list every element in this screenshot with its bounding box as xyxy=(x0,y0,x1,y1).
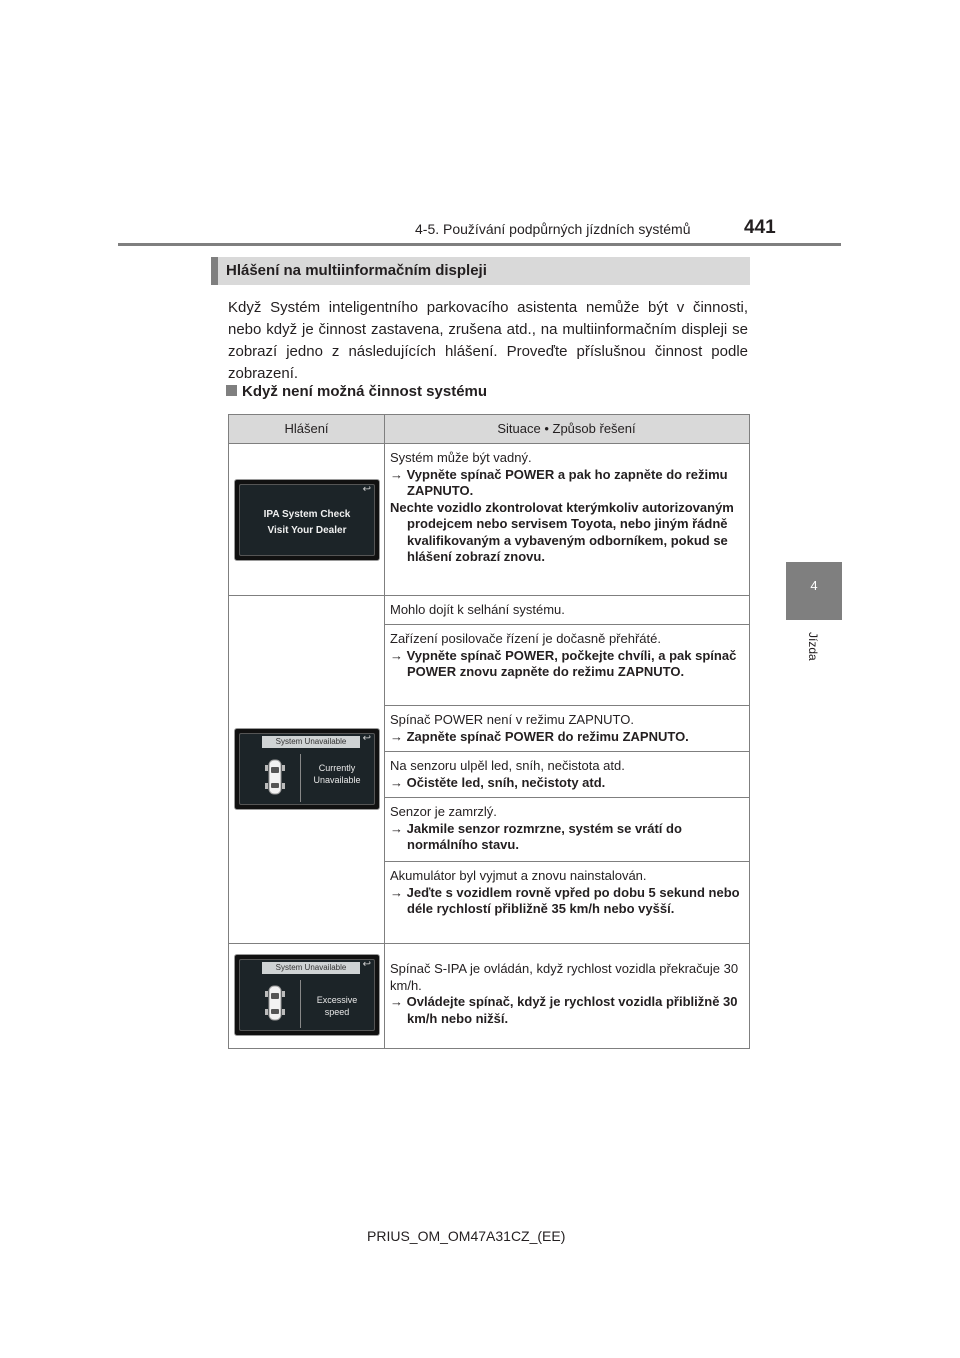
row-divider xyxy=(384,751,749,752)
status-pill: System Unavailable xyxy=(262,736,360,748)
table-cell-situation xyxy=(390,804,742,854)
status-line: Currently xyxy=(318,763,356,773)
row-divider xyxy=(384,705,749,706)
row-divider xyxy=(229,443,749,444)
section-heading-accent xyxy=(211,257,218,285)
screen-line: IPA System Check xyxy=(263,509,351,520)
table-cell-situation xyxy=(390,712,742,745)
display-screen-ipa-check xyxy=(234,479,380,561)
action-text: → Jakmile senzor rozmrzne, systém se vrátí do normálního stavu. xyxy=(390,820,682,852)
row-divider xyxy=(229,595,749,596)
back-arrow-icon: ↩ xyxy=(362,959,371,970)
chapter-tab-number: 4 xyxy=(810,578,818,593)
situation-text: Systém může být vadný. xyxy=(390,450,532,465)
status-pill: System Unavailable xyxy=(262,962,360,974)
screen-status xyxy=(304,762,370,786)
screen-panel xyxy=(239,959,375,1031)
screen-line: Visit Your Dealer xyxy=(267,525,347,536)
intro-paragraph: Když Systém inteligentního parkovacího asistenta nemůže být v činnosti, nebo když je činnost zastavena, zrušena atd., na multiinformačním displeji se zobrazí jedno z následujících hlášení. Proveďte příslušnou činnost podle zobrazení. xyxy=(228,299,748,382)
header-rule xyxy=(118,243,841,246)
back-arrow-icon: ↩ xyxy=(362,733,371,744)
action-text: → Zapněte spínač POWER do režimu ZAPNUTO. xyxy=(390,728,689,744)
situation-text: Akumulátor byl vyjmut a znovu nainstalován. xyxy=(390,868,647,883)
subheading xyxy=(226,383,487,400)
screen-status xyxy=(304,994,370,1018)
screen-panel xyxy=(239,484,375,556)
car-top-view-icon xyxy=(264,982,286,1024)
column-header-message: Hlášení xyxy=(284,421,329,436)
situation-text: Spínač S-IPA je ovládán, když rychlost vozidla překračuje 30 km/h. xyxy=(390,961,739,993)
status-line: Unavailable xyxy=(313,775,361,785)
table-cell-situation xyxy=(390,868,742,918)
square-bullet-icon xyxy=(226,385,237,396)
display-screen-excessive-speed xyxy=(234,954,380,1036)
row-divider xyxy=(384,861,749,862)
situation-text: Mohlo dojít k selhání systému. xyxy=(390,602,565,617)
chapter-tab-label: Jízda xyxy=(806,632,820,661)
action-text: → Vypněte spínač POWER, počkejte chvíli, a pak spínač POWER znovu zapněte do režimu ZAPNUTO. xyxy=(390,647,737,679)
subheading-text: Když není možná činnost systému xyxy=(242,383,488,400)
document-code-footer: PRIUS_OM_OM47A31CZ_(EE) xyxy=(367,1228,566,1244)
action-text: → Vypněte spínač POWER a pak ho zapněte do režimu ZAPNUTO. xyxy=(390,466,728,498)
table-cell-situation xyxy=(390,758,742,791)
table-cell-situation xyxy=(390,631,742,681)
table-cell-situation xyxy=(390,961,742,1027)
display-screen-currently-unavailable xyxy=(234,728,380,810)
situation-text: Na senzoru ulpěl led, sníh, nečistota atd. xyxy=(390,758,625,773)
action-text: → Jeďte s vozidlem rovně vpřed po dobu 5 sekund nebo déle rychlostí přibližně 35 km/h nebo vyšší. xyxy=(390,884,740,916)
situation-text: Zařízení posilovače řízení je dočasně přehřáté. xyxy=(390,631,661,646)
table-cell-situation xyxy=(390,450,742,566)
car-top-view-icon xyxy=(264,756,286,798)
screen-panel xyxy=(239,733,375,805)
page-number: 441 xyxy=(744,217,776,238)
back-arrow-icon: ↩ xyxy=(362,484,371,495)
row-divider xyxy=(384,797,749,798)
screen-divider xyxy=(300,754,301,802)
situation-text: Senzor je zamrzlý. xyxy=(390,804,497,819)
row-divider xyxy=(229,943,749,944)
action-text: → Očistěte led, sníh, nečistoty atd. xyxy=(390,774,606,790)
status-line: Excessive speed xyxy=(316,995,358,1017)
action-text: → Ovládejte spínač, když je rychlost vozidla přibližně 30 km/h nebo nižší. xyxy=(390,994,738,1026)
screen-message xyxy=(240,507,374,539)
table-cell-situation xyxy=(390,602,742,619)
screen-divider xyxy=(300,980,301,1028)
action-text: Nechte vozidlo zkontrolovat kterýmkoliv autorizovaným prodejcem nebo servisem Toyota, nebo jiným řádně kvalifikovaným a vybaveným odborníkem, pokud se hlášení zobrazí znovu. xyxy=(390,499,734,564)
header-title: 4-5. Používání podpůrných jízdních systémů xyxy=(415,221,691,237)
column-divider xyxy=(384,415,385,1048)
section-title: Hlášení na multiinformačním displeji xyxy=(226,262,487,279)
message-table xyxy=(228,414,750,1049)
column-header-situation: Situace • Způsob řešení xyxy=(497,421,636,436)
row-divider xyxy=(384,624,749,625)
situation-text: Spínač POWER není v režimu ZAPNUTO. xyxy=(390,712,634,727)
